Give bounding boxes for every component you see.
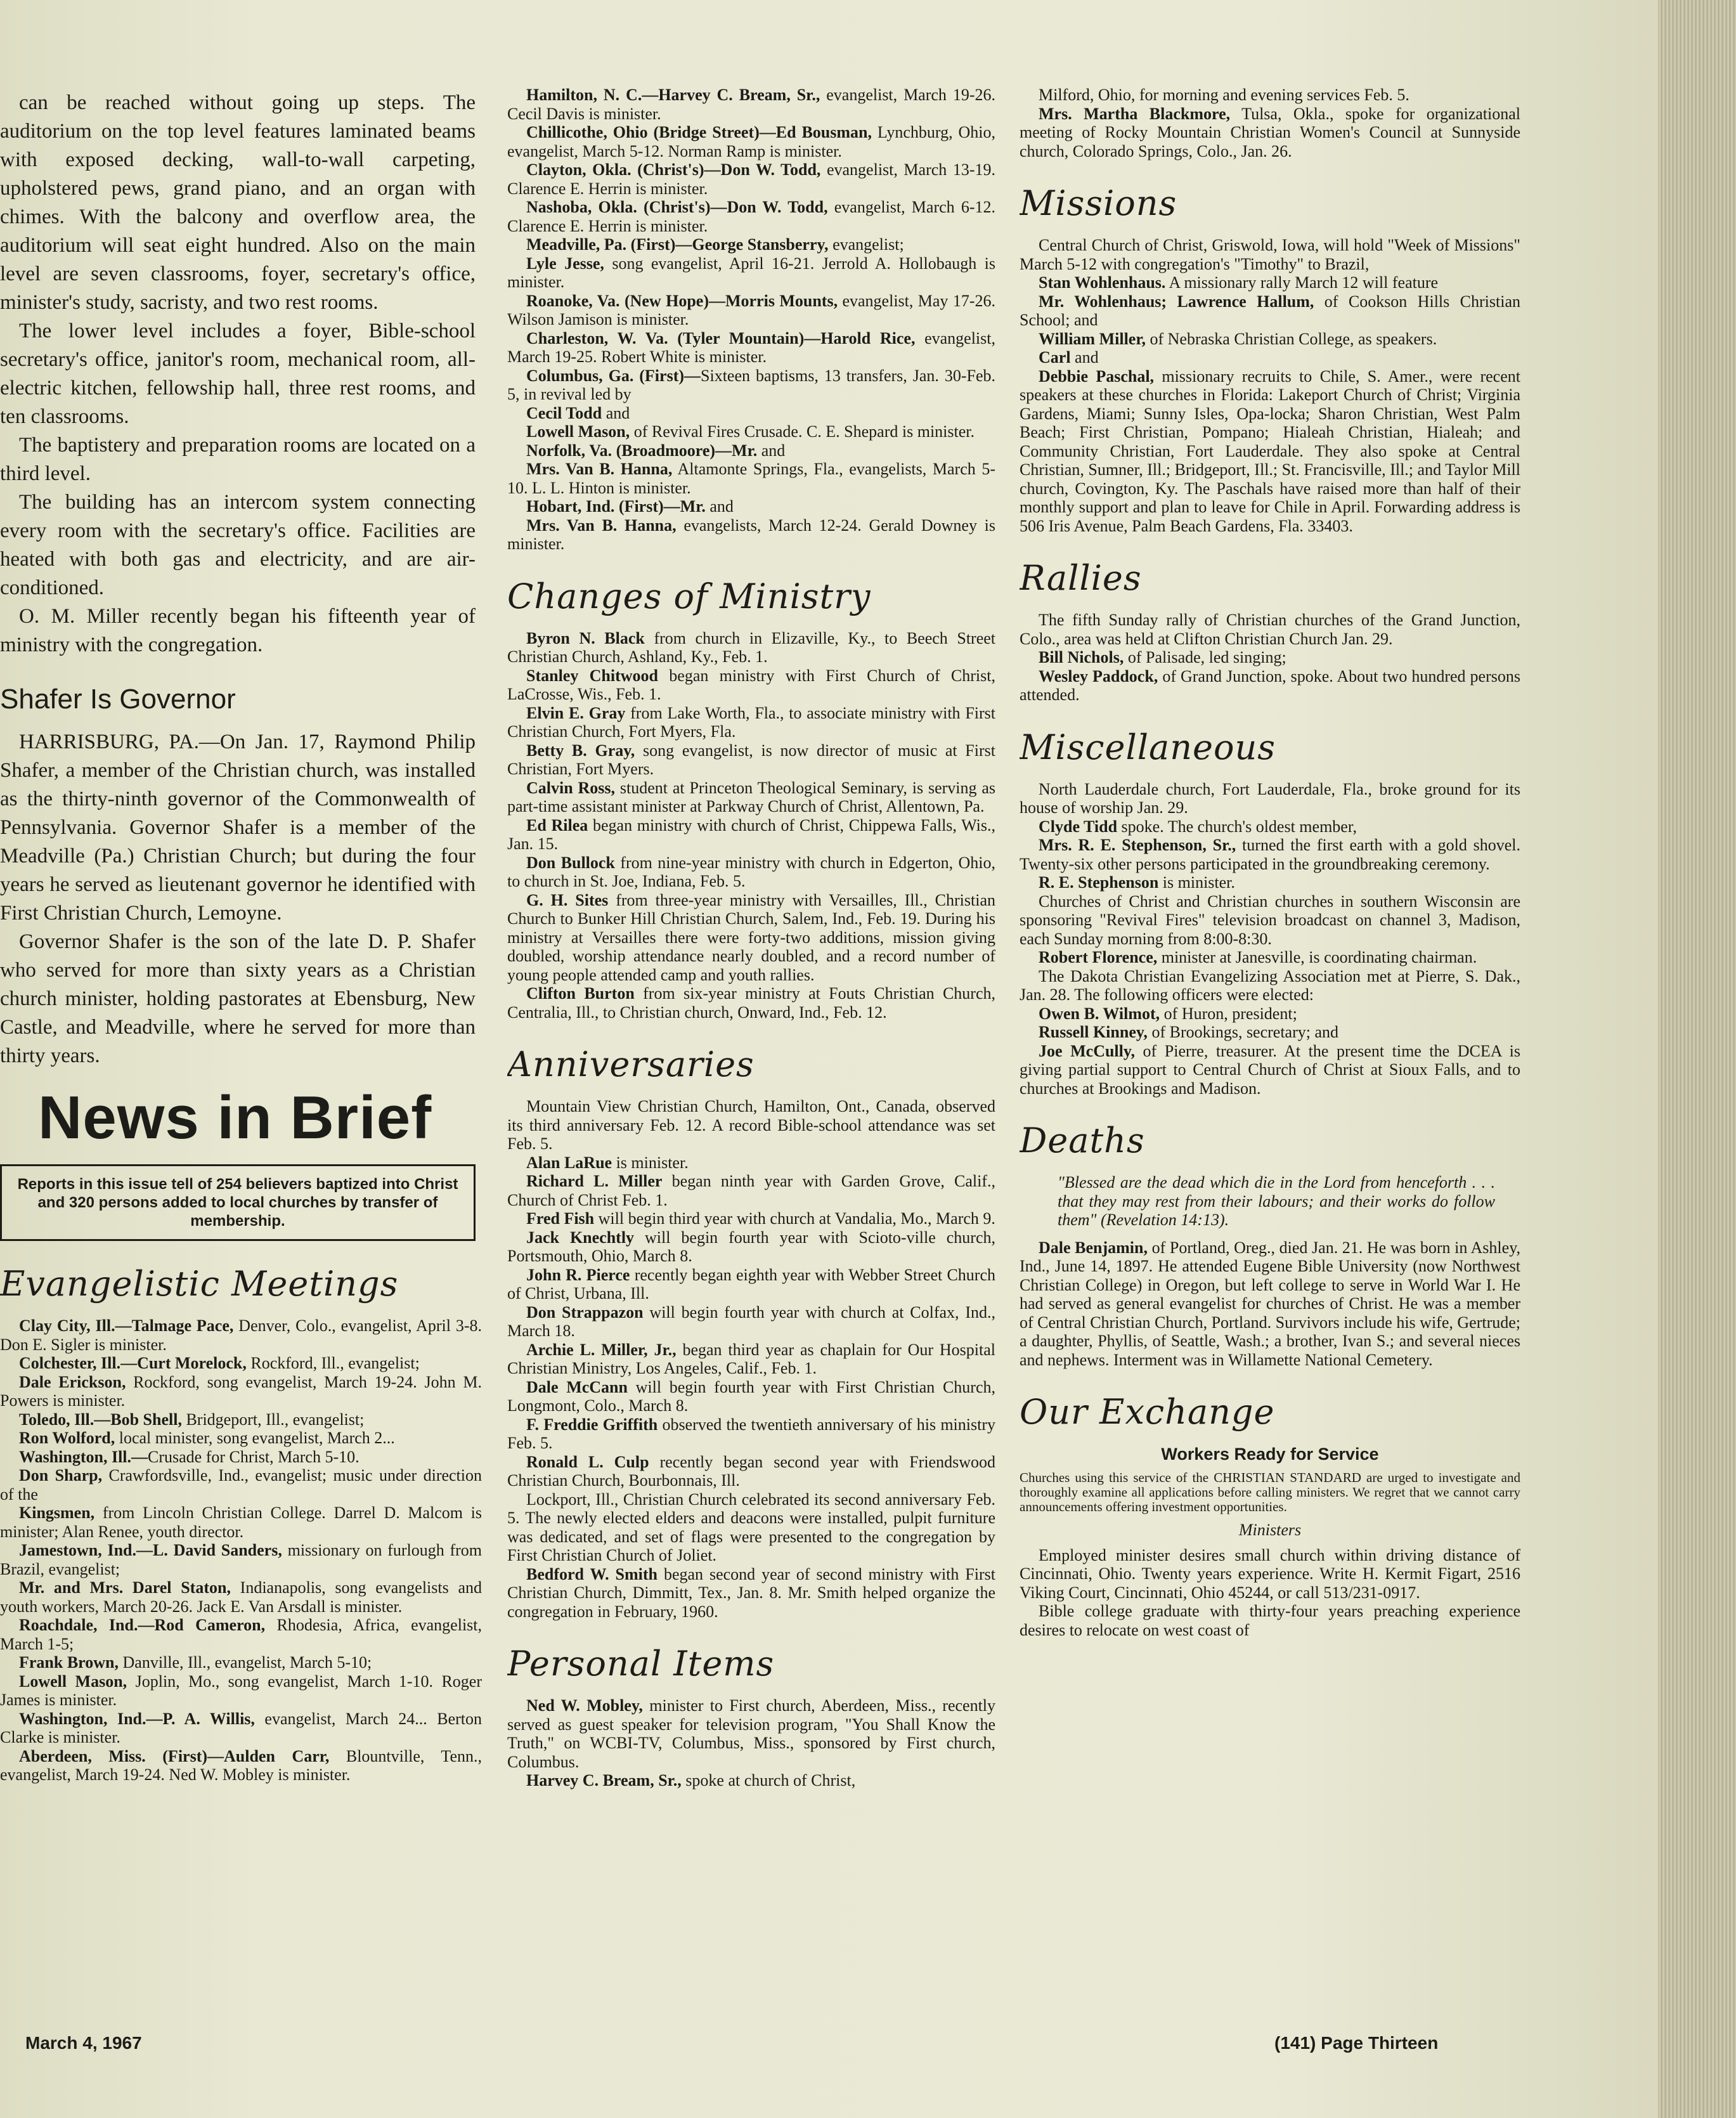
item-name: Fred Fish xyxy=(526,1209,595,1228)
news-item xyxy=(507,254,995,292)
news-item xyxy=(507,1378,995,1415)
news-item xyxy=(0,1616,482,1653)
news-item xyxy=(1020,667,1520,705)
item-name: Ron Wolford, xyxy=(19,1429,115,1447)
news-item xyxy=(1020,1004,1520,1023)
item-name: Mr. and Mrs. Darel Staton, xyxy=(19,1578,231,1597)
building-article xyxy=(0,89,476,659)
item-name: Cecil Todd xyxy=(526,403,602,422)
item-name: Aberdeen, Miss. (First)—Aulden Carr, xyxy=(19,1746,330,1765)
news-item xyxy=(0,1410,482,1429)
item-text: from three-year ministry with Versailles, Ill., Christian Church to Bunker Hill Christian Church, Salem, Ind., Feb. 19. During his ministry at Versailles there were forty-two additions, mission giving doubled, worship attendance nearly doubled, and a record number of young people attended camp and youth rallies. xyxy=(507,890,995,984)
item-name: Norfolk, Va. (Broadmoore)—Mr. xyxy=(526,441,758,460)
item-text: Lockport, Ill., Christian Church celebrated its second anniversary Feb. 5. The newly elected elders and deacons were installed, pulpit furniture was dedicated, and set of flags were presented to the congregation by First Christian Church of Joliet. xyxy=(507,1490,995,1564)
item-name: Lowell Mason, xyxy=(19,1672,127,1691)
item-name: Richard L. Miller xyxy=(526,1172,663,1190)
item-name: Mrs. Martha Blackmore, xyxy=(1039,104,1231,123)
item-text: evangelist; xyxy=(828,235,904,254)
item-text: will begin fourth year with First Christian Church, Longmont, Colo., March 8. xyxy=(507,1377,995,1415)
item-name: Frank Brown, xyxy=(19,1653,119,1672)
deaths-scripture-quote xyxy=(1058,1173,1495,1230)
item-text: Central Church of Christ, Griswold, Iowa, will hold "Week of Missions" March 5-12 with congregation's "Timothy" to Brazil, xyxy=(1020,236,1520,273)
item-text: Lynchburg, Ohio, evangelist, March 5-12. Norman Ramp is minister. xyxy=(507,123,995,160)
item-name: Colchester, Ill.—Curt Morelock, xyxy=(19,1354,247,1372)
item-name: Mrs. Van B. Hanna, xyxy=(526,460,673,478)
news-item xyxy=(1020,836,1520,873)
item-text: of Grand Junction, spoke. About two hundred persons attended. xyxy=(1020,666,1520,704)
item-text: evangelist, March 13-19. Clarence E. Herrin is minister. xyxy=(507,160,995,198)
evangelistic-list xyxy=(0,1316,482,1784)
news-item xyxy=(507,516,995,554)
item-text: from church in Elizaville, Ky., to Beech Street Christian Church, Ashland, Ky., Feb. 1. xyxy=(507,628,995,666)
item-text: evangelist, May 17-26. Wilson Jamison is minister. xyxy=(507,291,995,328)
item-name: Clay City, Ill.—Talmage Pace, xyxy=(19,1316,234,1335)
item-text: minister at Janesville, is coordinating chairman. xyxy=(1157,948,1477,966)
news-item xyxy=(507,497,995,516)
column-right xyxy=(1020,86,1520,2001)
news-item xyxy=(1020,330,1520,349)
news-item xyxy=(507,1153,995,1173)
news-item xyxy=(507,404,995,423)
news-item xyxy=(507,741,995,779)
footer-date: March 4, 1967 xyxy=(25,2033,142,2053)
item-name: Mrs. Van B. Hanna, xyxy=(526,516,677,535)
item-text: Crawfordsville, Ind., evangelist; music under direction of the xyxy=(0,1466,482,1504)
item-name: Roanoke, Va. (New Hope)—Morris Mounts, xyxy=(526,291,838,310)
news-item xyxy=(507,1266,995,1303)
news-item xyxy=(507,704,995,741)
news-item xyxy=(507,1209,995,1228)
item-name: Don Sharp, xyxy=(19,1466,103,1485)
item-text: began ministry with church of Christ, Chippewa Falls, Wis., Jan. 15. xyxy=(507,815,995,853)
item-name: Toledo, Ill.—Bob Shell, xyxy=(19,1410,182,1429)
news-item xyxy=(0,1448,482,1467)
news-item xyxy=(0,1504,482,1541)
item-text: Bridgeport, Ill., evangelist; xyxy=(181,1410,365,1429)
item-name: Ed Rilea xyxy=(526,815,588,835)
item-text: of Huron, president; xyxy=(1160,1004,1297,1023)
item-text: evangelist, March 24... Berton Clarke is minister. xyxy=(0,1709,482,1746)
our-exchange-heading: Our Exchange xyxy=(1020,1392,1275,1432)
item-name: Nashoba, Okla. (Christ's)—Don W. Todd, xyxy=(526,198,828,216)
item-text: and xyxy=(1070,348,1099,367)
news-item xyxy=(1020,273,1520,292)
item-text: recently began second year with Friendswood Christian Church, Bourbonnais, Ill. xyxy=(507,1452,995,1490)
exchange-list xyxy=(1020,1546,1520,1640)
item-text: turned the first earth with a gold shovel. Twenty-six other persons participated in the groundbreaking ceremony. xyxy=(1020,836,1520,873)
item-name: Don Strappazon xyxy=(526,1303,644,1322)
item-text: Blountville, Tenn., evangelist, March 19-24. Ned W. Mobley is minister. xyxy=(0,1746,482,1784)
item-text: of Revival Fires Crusade. C. E. Shepard is minister. xyxy=(630,422,975,441)
item-name: Joe McCully, xyxy=(1039,1041,1135,1060)
deaths-list xyxy=(1020,1238,1520,1370)
book-page-edge xyxy=(1658,0,1736,2118)
changes-of-ministry-list xyxy=(507,629,995,1022)
item-text: evangelist, March 19-25. Robert White is minister. xyxy=(507,328,995,366)
personal-items-continued xyxy=(1020,86,1520,160)
rallies-list xyxy=(1020,611,1520,705)
news-item xyxy=(507,1453,995,1490)
news-item xyxy=(0,1747,482,1784)
item-text: Rockford, Ill., evangelist; xyxy=(246,1354,420,1372)
news-item xyxy=(1020,1042,1520,1098)
item-text: spoke at church of Christ, xyxy=(681,1771,856,1790)
item-name: Clyde Tidd xyxy=(1039,817,1118,836)
item-text: evangelist, March 19-26. Cecil Davis is minister. xyxy=(507,86,995,123)
paragraph: Employed minister desires small church within driving distance of Cincinnati, Ohio. Twenty years experience. Write H. Kermit Figart, 2516 Viking Court, Cincinnati, Ohio 45244, or call 513/231-0917. xyxy=(1020,1545,1520,1602)
item-text: is minister. xyxy=(612,1153,689,1172)
workers-ready-heading: Workers Ready for Service xyxy=(1161,1445,1379,1464)
item-text: minister to First church, Aberdeen, Miss., recently served as guest speaker for television program, "You Shall Know the Truth," on WCBI-TV, Columbus, Miss., sponsored by First church, Columbus. xyxy=(507,1696,995,1771)
item-name: Calvin Ross, xyxy=(526,778,616,797)
news-in-brief-heading: News in Brief xyxy=(38,1084,432,1152)
item-text: The Dakota Christian Evangelizing Association met at Pierre, S. Dak., Jan. 28. The following officers were elected: xyxy=(1020,966,1520,1004)
item-text: and xyxy=(602,403,630,422)
item-name: Lowell Mason, xyxy=(526,422,630,441)
item-name: Betty B. Gray, xyxy=(526,741,635,760)
item-name: Meadville, Pa. (First)—George Stansberry, xyxy=(526,235,829,254)
item-name: John R. Pierce xyxy=(526,1265,630,1284)
news-item xyxy=(507,1303,995,1341)
item-text: North Lauderdale church, Fort Lauderdale, Fla., broke ground for its house of worship Jan. 29. xyxy=(1020,779,1520,817)
news-item xyxy=(507,1097,995,1153)
news-item xyxy=(507,292,995,329)
paragraph: O. M. Miller recently began his fifteenth year of ministry with the congregation. xyxy=(0,605,476,656)
item-name: Washington, Ind.—P. A. Willis, xyxy=(19,1709,255,1728)
news-item xyxy=(0,1578,482,1616)
item-name: Alan LaRue xyxy=(526,1153,612,1172)
item-text: of Palisade, led singing; xyxy=(1124,648,1286,666)
paragraph: The building has an intercom system connecting every room with the secretary's office. Facilities are heated with both gas and electricity, and are air-conditioned. xyxy=(0,491,476,599)
quote-text: "Blessed are the dead which die in the Lord from henceforth . . . that they may rest from their labours; and their works do follow them" (Revelation 14:13). xyxy=(1058,1173,1495,1229)
item-text: from nine-year ministry with church in Edgerton, Ohio, to church in St. Joe, Indiana, Feb. 5. xyxy=(507,853,995,890)
item-text: from six-year ministry at Fouts Christian Church, Centralia, Ill., to Christian church, Onward, Ind., Feb. 12. xyxy=(507,984,995,1022)
news-item xyxy=(0,1653,482,1672)
item-name: Stan Wohlenhaus. xyxy=(1039,273,1166,292)
item-text: from Lincoln Christian College. Darrel D. Malcom is minister; Alan Renee, youth director. xyxy=(0,1504,482,1541)
item-name: Owen B. Wilmot, xyxy=(1039,1004,1160,1023)
news-item xyxy=(0,1541,482,1578)
news-item xyxy=(507,235,995,254)
personal-items-heading: Personal Items xyxy=(507,1644,775,1684)
paragraph: The baptistery and preparation rooms are located on a third level. xyxy=(0,434,476,485)
item-text: Rhodesia, Africa, evangelist, March 1-5; xyxy=(0,1616,482,1653)
item-name: Hamilton, N. C.—Harvey C. Bream, Sr., xyxy=(526,86,820,104)
news-item xyxy=(507,1415,995,1453)
paragraph: can be reached without going up steps. The auditorium on the top level features laminated beams with exposed decking, wall-to-wall carpeting, upholstered pews, grand piano, and an organ with chimes. With the balcony and overflow area, the auditorium will seat eight hundred. Also on the main level are seven classrooms, foyer, secretary's office, minister's study, sacristy, and two rest rooms. xyxy=(0,91,476,314)
news-item xyxy=(507,666,995,704)
item-name: Ned W. Mobley, xyxy=(526,1696,643,1715)
item-name: Carl xyxy=(1039,348,1071,367)
news-item xyxy=(507,816,995,854)
item-name: Elvin E. Gray xyxy=(526,703,626,722)
paragraph: Bible college graduate with thirty-four years preaching experience desires to relocate on west coast of xyxy=(1020,1602,1520,1639)
item-name: Bill Nichols, xyxy=(1039,648,1124,666)
news-item xyxy=(0,1354,482,1373)
paragraph: Governor Shafer is the son of the late D. P. Shafer who served for more than sixty years as a Christian church minister, holding pastorates at Ebensburg, New Castle, and Meadville, where he served for more than thirty years. xyxy=(0,930,476,1067)
item-name: G. H. Sites xyxy=(526,890,609,909)
item-text: will begin third year with church at Vandalia, Mo., March 9. xyxy=(594,1209,995,1228)
news-item xyxy=(507,1696,995,1771)
news-item xyxy=(1020,817,1520,836)
news-item xyxy=(1020,367,1520,536)
item-text: and xyxy=(705,497,734,516)
news-item xyxy=(1020,948,1520,967)
evangelistic-list-continued xyxy=(507,86,995,554)
news-item xyxy=(507,123,995,160)
news-item xyxy=(1020,292,1520,330)
item-text: Tulsa, Okla., spoke for organizational meeting of Rocky Mountain Christian Women's Council at Sunnyside church, Colorado Springs, Colo., Jan. 26. xyxy=(1020,104,1520,160)
item-name: Roachdale, Ind.—Rod Cameron, xyxy=(19,1616,266,1634)
news-item xyxy=(507,629,995,666)
news-item xyxy=(507,984,995,1022)
news-item xyxy=(507,1565,995,1621)
item-name: Jamestown, Ind.—L. David Sanders, xyxy=(19,1541,282,1559)
news-item xyxy=(1020,1023,1520,1042)
news-item xyxy=(507,367,995,404)
item-text: Sixteen baptisms, 13 transfers, Jan. 30-Feb. 5, in revival led by xyxy=(507,366,995,403)
item-text: is minister. xyxy=(1158,873,1235,892)
item-name: William Miller, xyxy=(1039,329,1146,348)
news-item xyxy=(1020,611,1520,648)
item-name: F. Freddie Griffith xyxy=(526,1415,658,1434)
missions-list xyxy=(1020,236,1520,535)
item-text: Milford, Ohio, for morning and evening services Feb. 5. xyxy=(1039,86,1409,104)
news-summary-box: Reports in this issue tell of 254 believers baptized into Christ and 320 persons added to local churches by transfer of membership. xyxy=(0,1164,476,1241)
news-item xyxy=(507,460,995,497)
item-name: Mr. Wohlenhaus; Lawrence Hallum, xyxy=(1039,292,1314,311)
news-item xyxy=(507,329,995,367)
item-name: Clayton, Okla. (Christ's)—Don W. Todd, xyxy=(526,160,821,179)
news-item xyxy=(507,86,995,123)
item-text: Indianapolis, song evangelists and youth workers, March 20-26. Jack E. Van Arsdall is minister. xyxy=(0,1578,482,1616)
missions-heading: Missions xyxy=(1020,183,1177,223)
item-name: Lyle Jesse, xyxy=(526,254,604,273)
item-text: recently began eighth year with Webber Street Church of Christ, Urbana, Ill. xyxy=(507,1265,995,1303)
item-name: Clifton Burton xyxy=(526,984,635,1003)
item-text: Denver, Colo., evangelist, April 3-8. Don E. Sigler is minister. xyxy=(0,1316,482,1354)
item-text: Rockford, song evangelist, March 19-24. John M. Powers is minister. xyxy=(0,1372,482,1410)
column-middle xyxy=(507,86,995,2001)
item-name: Byron N. Black xyxy=(526,628,645,647)
item-text: of Cookson Hills Christian School; and xyxy=(1020,292,1520,329)
personal-items-list xyxy=(507,1696,995,1790)
item-name: Ronald L. Culp xyxy=(526,1452,649,1471)
miscellaneous-heading: Miscellaneous xyxy=(1020,727,1276,767)
item-text: and xyxy=(757,441,786,460)
item-name: Hobart, Ind. (First)—Mr. xyxy=(526,497,706,516)
anniversaries-heading: Anniversaries xyxy=(507,1044,755,1084)
news-item xyxy=(1020,873,1520,892)
news-item xyxy=(1020,236,1520,273)
item-name: Wesley Paddock, xyxy=(1039,666,1158,685)
item-text: spoke. The church's oldest member, xyxy=(1117,817,1357,836)
news-item xyxy=(1020,348,1520,367)
news-item xyxy=(507,1341,995,1378)
news-item xyxy=(1020,648,1520,667)
item-name: Stanley Chitwood xyxy=(526,666,658,685)
item-text: began third year as chaplain for Our Hospital Christian Ministry, Los Angeles, Calif., Feb. 1. xyxy=(507,1340,995,1377)
news-item xyxy=(0,1429,482,1448)
item-text: evangelists, March 12-24. Gerald Downey is minister. xyxy=(507,516,995,553)
shafer-heading: Shafer Is Governor xyxy=(0,684,236,715)
anniversaries-list xyxy=(507,1097,995,1621)
item-name: Bedford W. Smith xyxy=(526,1564,657,1583)
item-text: Joplin, Mo., song evangelist, March 1-10. Roger James is minister. xyxy=(0,1672,482,1709)
shafer-article xyxy=(0,728,476,1070)
item-name: Jack Knechtly xyxy=(526,1228,635,1247)
item-text: Danville, Ill., evangelist, March 5-10; xyxy=(119,1653,372,1672)
item-text: evangelist, March 6-12. Clarence E. Herrin is minister. xyxy=(507,198,995,235)
item-text: local minister, song evangelist, March 2... xyxy=(115,1429,395,1447)
item-text: began ninth year with Garden Grove, Calif., Church of Christ Feb. 1. xyxy=(507,1172,995,1209)
news-item xyxy=(507,198,995,235)
item-name: Don Bullock xyxy=(526,853,615,872)
item-text: will begin fourth year with church at Colfax, Ind., March 18. xyxy=(507,1303,995,1340)
news-item xyxy=(507,891,995,985)
news-item xyxy=(0,1710,482,1747)
item-text: from Lake Worth, Fla., to associate ministry with First Christian Church, Fort Myers, Fla. xyxy=(507,703,995,741)
news-item xyxy=(0,1373,482,1410)
news-item xyxy=(507,441,995,460)
item-text: missionary on furlough from Brazil, evangelist; xyxy=(0,1541,482,1578)
item-text: began ministry with First Church of Christ, LaCrosse, Wis., Feb. 1. xyxy=(507,666,995,703)
item-name: Archie L. Miller, Jr., xyxy=(526,1340,677,1359)
changes-of-ministry-heading: Changes of Ministry xyxy=(507,576,871,616)
item-text: missionary recruits to Chile, S. Amer., were recent speakers at these churches in Florida: Lakeport Church of Christ; Virginia Gardens, Miami; Sunny Isles, Opa-locka; Sharon Christian, West Palm Beach; First Christian, Pompano; Hialeah Christian, Hialeah; and Community Christian, Fort Lauderdale. They also spoke at Central Christian, Sumner, Ill.; Bridgeport, Ill.; St. Francisville, Ill.; and Taylor Mill church, Covington, Ky. The Paschals have raised more than half of their monthly support and plan to leave for Chile in April. Forwarding address is 506 Iris Avenue, Palm Beach Gardens, Fla. 33403. xyxy=(1020,367,1520,535)
item-name: Charleston, W. Va. (Tyler Mountain)—Harold Rice, xyxy=(526,328,916,348)
news-item xyxy=(507,854,995,891)
miscellaneous-list xyxy=(1020,780,1520,1098)
news-item xyxy=(507,1771,995,1790)
news-item xyxy=(1020,892,1520,949)
item-name: Columbus, Ga. (First)— xyxy=(526,366,701,385)
item-text: Crusade for Christ, March 5-10. xyxy=(148,1447,360,1466)
item-text: Churches of Christ and Christian churches in southern Wisconsin are sponsoring "Revival Fires" television broadcast on channel 3, Madison, each Sunday morning from 8:00-8:30. xyxy=(1020,892,1520,948)
item-text: song evangelist, is now director of music at First Christian, Fort Myers. xyxy=(507,741,995,778)
item-name: Washington, Ill.— xyxy=(19,1447,148,1466)
item-text: student at Princeton Theological Seminary, is serving as part-time assistant minister at Parkway Church of Christ, Allentown, Pa. xyxy=(507,778,995,815)
news-item xyxy=(507,160,995,198)
evangelistic-meetings-heading: Evangelistic Meetings xyxy=(0,1264,399,1304)
item-name: R. E. Stephenson xyxy=(1039,873,1159,892)
item-name: Debbie Paschal, xyxy=(1039,367,1155,386)
paragraph: HARRISBURG, PA.—On Jan. 17, Raymond Philip Shafer, a member of the Christian church, was installed as the thirty-ninth governor of the Commonwealth of Pennsylvania. Governor Shafer is a member of the Meadville (Pa.) Christian Church; but during the four years he served as lieutenant governor he identified with First Christian Church, Lemoyne. xyxy=(0,731,476,925)
item-text: began second year of second ministry with First Christian Church, Dimmitt, Tex., Jan. 8. Mr. Smith helped organize the congregation in February, 1960. xyxy=(507,1564,995,1621)
item-text: Altamonte Springs, Fla., evangelists, March 5-10. L. L. Hinton is minister. xyxy=(507,460,995,497)
news-item xyxy=(507,1228,995,1266)
item-name: Dale Benjamin, xyxy=(1039,1238,1148,1257)
item-name: Russell Kinney, xyxy=(1039,1023,1148,1041)
news-item xyxy=(0,1316,482,1354)
news-item xyxy=(1020,967,1520,1004)
paragraph: The lower level includes a foyer, Bible-school secretary's office, janitor's room, mechanical room, all-electric kitchen, fellowship hall, three rest rooms, and ten classrooms. xyxy=(0,320,476,428)
news-item xyxy=(1020,86,1520,105)
deaths-heading: Deaths xyxy=(1020,1121,1145,1160)
news-item xyxy=(1020,780,1520,817)
ministers-label: Ministers xyxy=(1238,1521,1302,1539)
item-text: of Portland, Oreg., died Jan. 21. He was born in Ashley, Ind., June 14, 1897. He attended Eugene Bible University (now Northwest Christian College) in Oregon, but left college to serve in World War I. He had served as general evangelist for churches of Christ. He was a member of Central Christian Church, Portland. Survivors include his wife, Gertrude; a daughter, Phyllis, of Seattle, Wash.; a brother, Ivan S.; and several nieces and nephews. Interment was in Willamette National Cemetery. xyxy=(1020,1238,1520,1369)
item-name: Dale Erickson, xyxy=(19,1372,126,1391)
item-text: will begin fourth year with Scioto-ville church, Portsmouth, Ohio, March 8. xyxy=(507,1228,995,1265)
item-name: Mrs. R. E. Stephenson, Sr., xyxy=(1039,836,1236,854)
news-item xyxy=(507,422,995,441)
footer-page-number: (141) Page Thirteen xyxy=(1274,2033,1439,2053)
news-item xyxy=(0,1466,482,1504)
item-name: Kingsmen, xyxy=(19,1504,95,1522)
item-name: Robert Florence, xyxy=(1039,948,1158,966)
column-left xyxy=(0,89,482,2004)
news-item xyxy=(507,779,995,816)
item-name: Chillicothe, Ohio (Bridge Street)—Ed Bousman, xyxy=(526,123,872,141)
news-item xyxy=(1020,1238,1520,1370)
item-name: Dale McCann xyxy=(526,1377,628,1396)
news-item xyxy=(507,1490,995,1565)
exchange-disclaimer: Churches using this service of the CHRISTIAN STANDARD are urged to investigate and thoroughly examine all applications before calling ministers. We regret that we cannot carry announcements offering investment opportunities. xyxy=(1020,1470,1520,1514)
item-text: of Pierre, treasurer. At the present time the DCEA is giving partial support to Central Church of Christ at Sioux Falls, and to churches at Brookings and Madison. xyxy=(1020,1041,1520,1098)
news-item xyxy=(507,1172,995,1209)
item-name: Harvey C. Bream, Sr., xyxy=(526,1771,682,1790)
news-item xyxy=(1020,105,1520,161)
item-text: A missionary rally March 12 will feature xyxy=(1165,273,1439,292)
item-text: song evangelist, April 16-21. Jerrold A. Hollobaugh is minister. xyxy=(507,254,995,291)
item-text: The fifth Sunday rally of Christian churches of the Grand Junction, Colo., area was held at Clifton Christian Church Jan. 29. xyxy=(1020,611,1520,648)
item-text: observed the twentieth anniversary of his ministry Feb. 5. xyxy=(507,1415,995,1452)
item-text: of Nebraska Christian College, as speakers. xyxy=(1146,329,1437,348)
item-text: Mountain View Christian Church, Hamilton, Ont., Canada, observed its third anniversary Feb. 12. A record Bible-school attendance was set Feb. 5. xyxy=(507,1097,995,1153)
rallies-heading: Rallies xyxy=(1020,558,1142,598)
news-item xyxy=(0,1672,482,1710)
item-text: of Brookings, secretary; and xyxy=(1147,1023,1339,1041)
